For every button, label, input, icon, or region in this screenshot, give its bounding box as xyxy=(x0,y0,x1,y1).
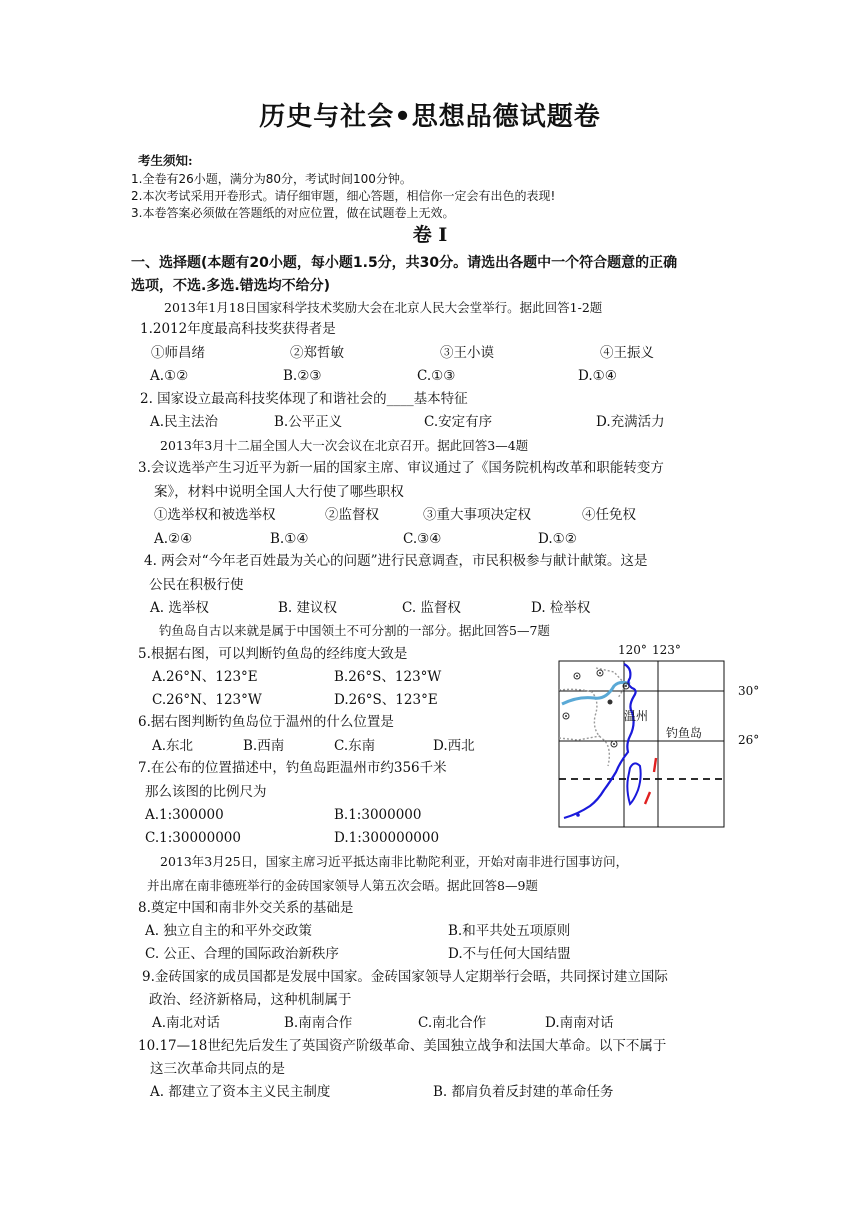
lat-label-26: 26° xyxy=(738,733,760,747)
item: ④任免权 xyxy=(582,507,636,523)
option: B.1:3000000 xyxy=(334,807,422,823)
option: A.②④ xyxy=(154,531,193,547)
option: D.26°S、123°E xyxy=(334,692,438,708)
part-heading-cont: 选项，不选.多选.错选均不给分) xyxy=(131,278,331,294)
question-stem: 5.根据右图，可以判断钓鱼岛的经纬度大致是 xyxy=(138,646,408,662)
option: D.充满活力 xyxy=(596,414,665,430)
city-label-wenzhou: 温州 xyxy=(624,709,649,723)
lon-label-123: 123° xyxy=(652,643,681,657)
option: A.南北对话 xyxy=(152,1015,221,1031)
intro-text: 钓鱼岛自古以来就是属于中国领土不可分割的一部分。据此回答5—7题 xyxy=(159,623,550,638)
intro-text: 2013年3月25日，国家主席习近平抵达南非比勒陀利亚，开始对南非进行国事访问， xyxy=(160,854,629,869)
city-marker xyxy=(608,700,613,705)
option: D.①② xyxy=(538,531,577,547)
option: B.南南合作 xyxy=(284,1015,353,1031)
option: C. 监督权 xyxy=(402,600,461,616)
small-island xyxy=(576,813,580,817)
lat-label-30: 30° xyxy=(738,684,760,698)
diaoyu-map-figure xyxy=(548,640,778,835)
intro-text: 2013年3月十二届全国人大一次会议在北京召开。据此回答3—4题 xyxy=(160,438,529,453)
option: A.1:300000 xyxy=(145,807,224,823)
option: B.公平正义 xyxy=(274,414,343,430)
option: C.南北合作 xyxy=(418,1015,487,1031)
question-stem: 7.在公布的位置描述中，钓鱼岛距温州市约356千米 xyxy=(138,760,447,776)
option: A. 选举权 xyxy=(150,600,209,616)
question-stem: 3.会议选举产生习近平为新一届的国家主席、审议通过了《国务院机构改革和职能转变方 xyxy=(138,460,664,476)
question-stem-cont: 政治、经济新格局，这种机制属于 xyxy=(149,992,352,1008)
option: C.东南 xyxy=(334,738,376,754)
question-stem: 2. 国家设立最高科技奖体现了和谐社会的____基本特征 xyxy=(140,391,468,407)
item: ②郑哲敏 xyxy=(290,345,344,361)
option: B.和平共处五项原则 xyxy=(448,923,571,939)
option: C.安定有序 xyxy=(424,414,493,430)
intro-text: 2013年1月18日国家科学技术奖励大会在北京人民大会堂举行。据此回答1-2题 xyxy=(164,300,603,315)
option: D.①④ xyxy=(578,368,617,384)
option: C.1:30000000 xyxy=(145,830,241,846)
diaoyu-island-mark xyxy=(654,758,656,772)
option: D. 检举权 xyxy=(531,600,591,616)
river xyxy=(562,682,630,704)
section-title: 卷 I xyxy=(412,224,448,246)
notice-item: 2.本次考试采用开卷形式。请仔细审题，细心答题，相信你一定会有出色的表现! xyxy=(131,189,556,203)
option: A. 独立自主的和平外交政策 xyxy=(145,923,312,939)
island-label-diaoyu: 钓鱼岛 xyxy=(666,726,703,740)
question-stem: 8.奠定中国和南非外交关系的基础是 xyxy=(138,900,354,916)
option: B.①④ xyxy=(270,531,309,547)
option: B.26°S、123°W xyxy=(334,669,442,685)
item: ③王小谟 xyxy=(440,345,494,361)
question-stem: 9.金砖国家的成员国都是发展中国家。金砖国家领导人定期举行会晤，共同探讨建立国际 xyxy=(142,969,668,985)
item: ①师昌绪 xyxy=(151,345,205,361)
item: ①选举权和被选举权 xyxy=(154,507,276,523)
question-stem: 4. 两会对“今年老百姓最为关心的问题”进行民意调查，市民积极参与献计献策。这是 xyxy=(144,553,648,569)
lon-label-120: 120° xyxy=(618,643,647,657)
option: B. 建议权 xyxy=(278,600,338,616)
option: C.①③ xyxy=(417,368,456,384)
option: C.26°N、123°W xyxy=(152,692,262,708)
option: C.③④ xyxy=(403,531,442,547)
item: ②监督权 xyxy=(325,507,379,523)
taiwan-island xyxy=(627,763,640,804)
question-stem-cont: 案》，材料中说明全国人大行使了哪些职权 xyxy=(154,484,404,500)
question-stem: 6.据右图判断钓鱼岛位于温州的什么位置是 xyxy=(138,714,394,730)
item: ③重大事项决定权 xyxy=(423,507,531,523)
option: A.东北 xyxy=(152,738,194,754)
question-stem: 1.2012年度最高科技奖获得者是 xyxy=(140,321,336,337)
option: C. 公正、合理的国际政治新秩序 xyxy=(145,946,339,962)
notice-item: 3.本卷答案必须做在答题纸的对应位置，做在试题卷上无效。 xyxy=(131,206,455,220)
item: ④王振义 xyxy=(600,345,654,361)
province-boundary xyxy=(559,736,600,740)
option: D.不与任何大国结盟 xyxy=(448,946,571,962)
part-heading: 一、选择题(本题有20小题，每小题1.5分，共30分。请选出各题中一个符合题意的正确 xyxy=(131,255,678,271)
question-stem-cont: 那么该图的比例尺为 xyxy=(145,784,267,800)
question-stem-cont: 公民在积极行使 xyxy=(149,577,244,593)
option: A.26°N、123°E xyxy=(152,669,258,685)
map-frame xyxy=(559,661,724,827)
option: A.①② xyxy=(150,368,189,384)
diaoyu-island-mark xyxy=(645,792,650,804)
option: A.民主法治 xyxy=(150,414,219,430)
notice-heading: 考生须知: xyxy=(138,153,193,168)
option: B. 都肩负着反封建的革命任务 xyxy=(433,1084,614,1100)
option: A. 都建立了资本主义民主制度 xyxy=(150,1084,331,1100)
option: D.1:300000000 xyxy=(334,830,440,846)
page-title: 历史与社会•思想品德试题卷 xyxy=(259,102,601,132)
question-stem: 10.17—18世纪先后发生了英国资产阶级革命、美国独立战争和法国大革命。以下不属于 xyxy=(138,1038,667,1054)
option: D.西北 xyxy=(433,738,475,754)
option: B.西南 xyxy=(243,738,285,754)
option: D.南南对话 xyxy=(545,1015,614,1031)
intro-text-cont: 并出席在南非德班举行的金砖国家领导人第五次会晤。据此回答8—9题 xyxy=(147,878,538,893)
option: B.②③ xyxy=(283,368,322,384)
question-stem-cont: 这三次革命共同点的是 xyxy=(150,1061,285,1077)
notice-item: 1.全卷有26小题，满分为80分，考试时间100分钟。 xyxy=(131,172,412,186)
